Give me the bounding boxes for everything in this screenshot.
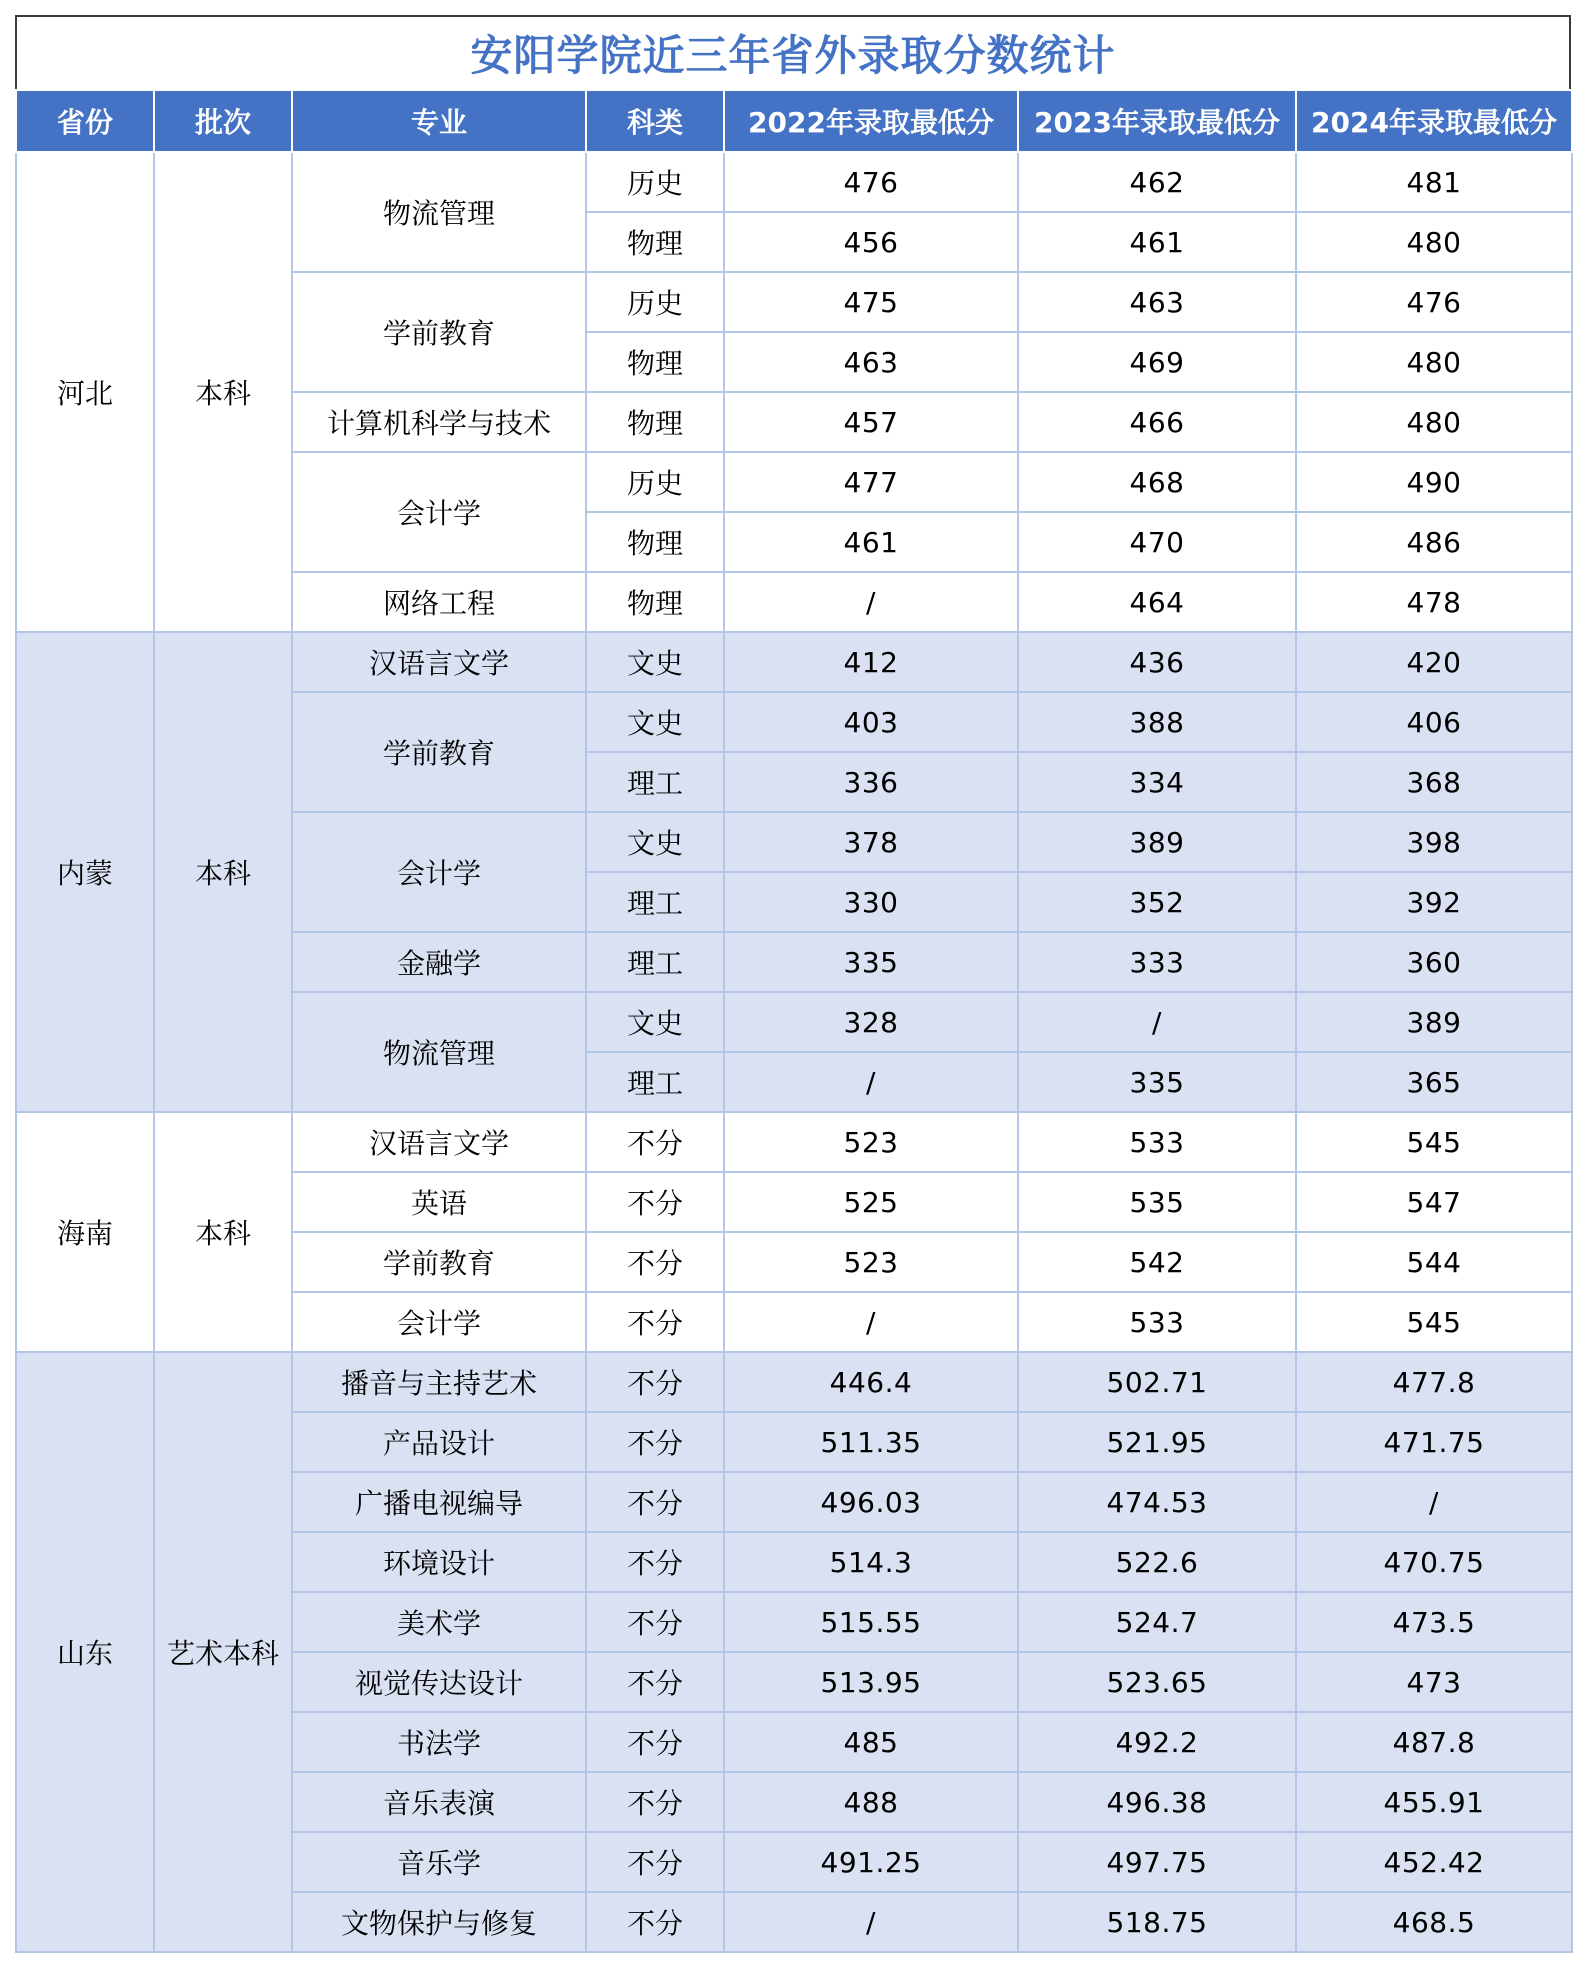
major-cell: 书法学 [292, 1712, 586, 1772]
score-2022-cell: 336 [724, 752, 1018, 812]
major-cell: 美术学 [292, 1592, 586, 1652]
score-2022-cell: 496.03 [724, 1472, 1018, 1532]
major-cell: 网络工程 [292, 572, 586, 632]
score-2023-cell: 521.95 [1018, 1412, 1296, 1472]
category-cell: 不分 [586, 1652, 724, 1712]
major-cell: 文物保护与修复 [292, 1892, 586, 1952]
header-score-2024: 2024年录取最低分 [1296, 90, 1572, 152]
score-2023-cell: 522.6 [1018, 1532, 1296, 1592]
major-cell: 音乐学 [292, 1832, 586, 1892]
major-cell: 物流管理 [292, 992, 586, 1112]
batch-cell: 本科 [154, 152, 292, 632]
category-cell: 文史 [586, 632, 724, 692]
score-2023-cell: 389 [1018, 812, 1296, 872]
header-category: 科类 [586, 90, 724, 152]
score-2022-cell: 523 [724, 1112, 1018, 1172]
score-2022-cell: 488 [724, 1772, 1018, 1832]
score-2024-cell: 487.8 [1296, 1712, 1572, 1772]
category-cell: 不分 [586, 1112, 724, 1172]
table-row [16, 1112, 1572, 1172]
score-2022-cell: 513.95 [724, 1652, 1018, 1712]
score-2024-cell: 490 [1296, 452, 1572, 512]
score-2022-cell: 485 [724, 1712, 1018, 1772]
category-cell: 理工 [586, 1052, 724, 1112]
score-2022-cell: 328 [724, 992, 1018, 1052]
major-cell: 汉语言文学 [292, 1112, 586, 1172]
batch-cell: 艺术本科 [154, 1352, 292, 1952]
major-cell: 学前教育 [292, 1232, 586, 1292]
score-2023-cell: 518.75 [1018, 1892, 1296, 1952]
score-2022-cell: 511.35 [724, 1412, 1018, 1472]
page-title: 安阳学院近三年省外录取分数统计 [15, 15, 1571, 89]
category-cell: 不分 [586, 1172, 724, 1232]
category-cell: 不分 [586, 1532, 724, 1592]
major-cell: 英语 [292, 1172, 586, 1232]
major-cell: 视觉传达设计 [292, 1652, 586, 1712]
score-2022-cell: 475 [724, 272, 1018, 332]
score-2023-cell: 470 [1018, 512, 1296, 572]
score-2022-cell: / [724, 1292, 1018, 1352]
category-cell: 不分 [586, 1592, 724, 1652]
table-body [16, 152, 1572, 1952]
table-row [16, 152, 1572, 212]
score-2022-cell: 412 [724, 632, 1018, 692]
score-2023-cell: 436 [1018, 632, 1296, 692]
score-2022-cell: 525 [724, 1172, 1018, 1232]
score-2022-cell: 515.55 [724, 1592, 1018, 1652]
score-2023-cell: 388 [1018, 692, 1296, 752]
batch-cell: 本科 [154, 632, 292, 1112]
category-cell: 不分 [586, 1352, 724, 1412]
score-2024-cell: 368 [1296, 752, 1572, 812]
category-cell: 不分 [586, 1472, 724, 1532]
province-cell: 河北 [16, 152, 154, 632]
score-2024-cell: 476 [1296, 272, 1572, 332]
header-score-2022: 2022年录取最低分 [724, 90, 1018, 152]
score-2024-cell: 486 [1296, 512, 1572, 572]
major-cell: 产品设计 [292, 1412, 586, 1472]
score-2022-cell: 330 [724, 872, 1018, 932]
category-cell: 理工 [586, 752, 724, 812]
score-2022-cell: 477 [724, 452, 1018, 512]
score-2023-cell: 352 [1018, 872, 1296, 932]
score-2023-cell: 533 [1018, 1292, 1296, 1352]
category-cell: 理工 [586, 872, 724, 932]
score-2023-cell: 466 [1018, 392, 1296, 452]
category-cell: 物理 [586, 512, 724, 572]
score-2024-cell: 473.5 [1296, 1592, 1572, 1652]
category-cell: 文史 [586, 692, 724, 752]
score-2022-cell: 491.25 [724, 1832, 1018, 1892]
score-2024-cell: 470.75 [1296, 1532, 1572, 1592]
score-2024-cell: 478 [1296, 572, 1572, 632]
category-cell: 物理 [586, 572, 724, 632]
category-cell: 不分 [586, 1772, 724, 1832]
score-2024-cell: 406 [1296, 692, 1572, 752]
score-2023-cell: 464 [1018, 572, 1296, 632]
score-2022-cell: 446.4 [724, 1352, 1018, 1412]
score-2022-cell: 403 [724, 692, 1018, 752]
score-2024-cell: 392 [1296, 872, 1572, 932]
score-2024-cell: 477.8 [1296, 1352, 1572, 1412]
score-2023-cell: 533 [1018, 1112, 1296, 1172]
major-cell: 学前教育 [292, 692, 586, 812]
province-cell: 山东 [16, 1352, 154, 1952]
score-2024-cell: 481 [1296, 152, 1572, 212]
province-cell: 内蒙 [16, 632, 154, 1112]
header-province: 省份 [16, 90, 154, 152]
score-2023-cell: 497.75 [1018, 1832, 1296, 1892]
score-2023-cell: 334 [1018, 752, 1296, 812]
score-2022-cell: 476 [724, 152, 1018, 212]
category-cell: 不分 [586, 1832, 724, 1892]
score-2024-cell: 545 [1296, 1292, 1572, 1352]
major-cell: 会计学 [292, 812, 586, 932]
score-2022-cell: 463 [724, 332, 1018, 392]
score-2024-cell: 480 [1296, 212, 1572, 272]
category-cell: 历史 [586, 272, 724, 332]
major-cell: 金融学 [292, 932, 586, 992]
admission-score-table [15, 89, 1573, 1953]
major-cell: 会计学 [292, 452, 586, 572]
category-cell: 不分 [586, 1892, 724, 1952]
score-2024-cell: 545 [1296, 1112, 1572, 1172]
score-2023-cell: 496.38 [1018, 1772, 1296, 1832]
score-2023-cell: 523.65 [1018, 1652, 1296, 1712]
score-2024-cell: 360 [1296, 932, 1572, 992]
score-2024-cell: 365 [1296, 1052, 1572, 1112]
category-cell: 理工 [586, 932, 724, 992]
header-major: 专业 [292, 90, 586, 152]
score-2023-cell: 461 [1018, 212, 1296, 272]
category-cell: 不分 [586, 1292, 724, 1352]
major-cell: 计算机科学与技术 [292, 392, 586, 452]
major-cell: 学前教育 [292, 272, 586, 392]
score-2022-cell: 457 [724, 392, 1018, 452]
table-row [16, 632, 1572, 692]
major-cell: 广播电视编导 [292, 1472, 586, 1532]
score-2023-cell: 474.53 [1018, 1472, 1296, 1532]
score-2024-cell: 468.5 [1296, 1892, 1572, 1952]
score-2023-cell: 333 [1018, 932, 1296, 992]
score-2024-cell: 480 [1296, 392, 1572, 452]
score-2023-cell: 492.2 [1018, 1712, 1296, 1772]
score-2024-cell: 398 [1296, 812, 1572, 872]
major-cell: 会计学 [292, 1292, 586, 1352]
score-2022-cell: 523 [724, 1232, 1018, 1292]
score-2023-cell: 535 [1018, 1172, 1296, 1232]
score-2023-cell: 335 [1018, 1052, 1296, 1112]
score-2023-cell: 502.71 [1018, 1352, 1296, 1412]
score-2022-cell: / [724, 1892, 1018, 1952]
category-cell: 不分 [586, 1232, 724, 1292]
major-cell: 音乐表演 [292, 1772, 586, 1832]
header-row [16, 90, 1572, 152]
score-2023-cell: 462 [1018, 152, 1296, 212]
category-cell: 历史 [586, 452, 724, 512]
category-cell: 历史 [586, 152, 724, 212]
score-2022-cell: / [724, 572, 1018, 632]
major-cell: 汉语言文学 [292, 632, 586, 692]
score-2023-cell: 542 [1018, 1232, 1296, 1292]
score-2024-cell: 547 [1296, 1172, 1572, 1232]
major-cell: 环境设计 [292, 1532, 586, 1592]
score-2024-cell: 452.42 [1296, 1832, 1572, 1892]
score-2022-cell: 514.3 [724, 1532, 1018, 1592]
score-2022-cell: 378 [724, 812, 1018, 872]
score-2022-cell: / [724, 1052, 1018, 1112]
score-2024-cell: 471.75 [1296, 1412, 1572, 1472]
category-cell: 物理 [586, 392, 724, 452]
category-cell: 物理 [586, 212, 724, 272]
score-2022-cell: 335 [724, 932, 1018, 992]
batch-cell: 本科 [154, 1112, 292, 1352]
score-2022-cell: 461 [724, 512, 1018, 572]
score-2023-cell: 463 [1018, 272, 1296, 332]
category-cell: 不分 [586, 1412, 724, 1472]
score-2022-cell: 456 [724, 212, 1018, 272]
score-2023-cell: 469 [1018, 332, 1296, 392]
score-2024-cell: 473 [1296, 1652, 1572, 1712]
major-cell: 物流管理 [292, 152, 586, 272]
score-2023-cell: 524.7 [1018, 1592, 1296, 1652]
score-2024-cell: / [1296, 1472, 1572, 1532]
province-cell: 海南 [16, 1112, 154, 1352]
major-cell: 播音与主持艺术 [292, 1352, 586, 1412]
score-2024-cell: 480 [1296, 332, 1572, 392]
category-cell: 不分 [586, 1712, 724, 1772]
score-2024-cell: 544 [1296, 1232, 1572, 1292]
header-batch: 批次 [154, 90, 292, 152]
score-2023-cell: 468 [1018, 452, 1296, 512]
score-2024-cell: 389 [1296, 992, 1572, 1052]
score-2024-cell: 455.91 [1296, 1772, 1572, 1832]
table-row [16, 1352, 1572, 1412]
category-cell: 文史 [586, 812, 724, 872]
score-2023-cell: / [1018, 992, 1296, 1052]
header-score-2023: 2023年录取最低分 [1018, 90, 1296, 152]
category-cell: 文史 [586, 992, 724, 1052]
score-2024-cell: 420 [1296, 632, 1572, 692]
category-cell: 物理 [586, 332, 724, 392]
